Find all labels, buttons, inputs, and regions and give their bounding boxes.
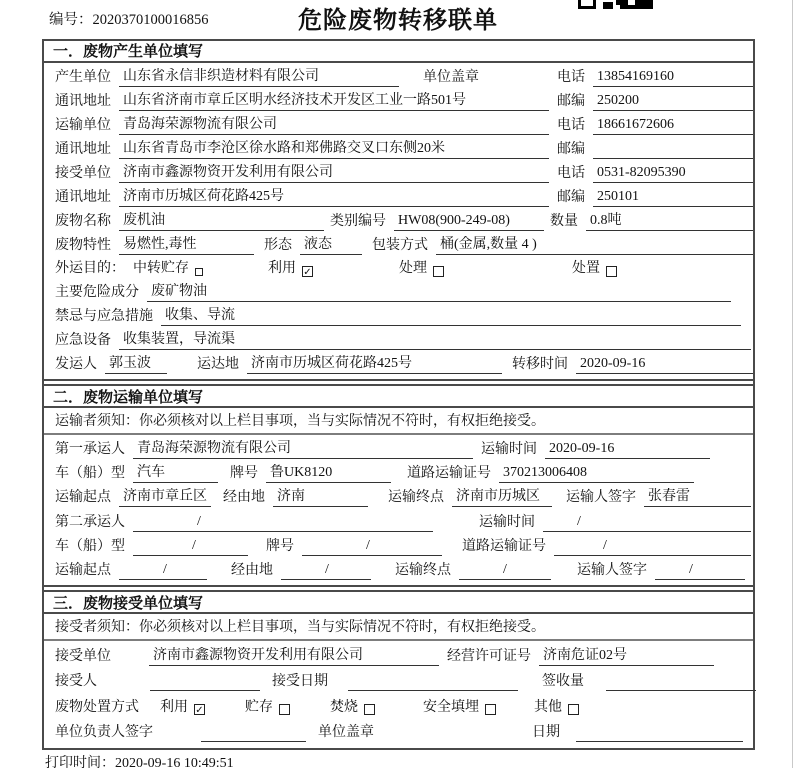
- qr-code-fragment-icon: [578, 0, 656, 10]
- purpose-option-utilize: 利用: [268, 261, 296, 277]
- producer-row: [44, 68, 753, 87]
- route-via-label: 经由地: [223, 490, 265, 506]
- route-start-value: 济南市章丘区: [119, 488, 211, 507]
- receiver-notice: 接受者须知：你必须核对以上栏目事项，当与实际情况不符时，有权拒绝接受。: [44, 614, 753, 641]
- date-label: 日期: [532, 725, 560, 741]
- road-license-label: 道路运输证号: [407, 465, 491, 481]
- accept-unit-label: 接受单位: [55, 648, 111, 664]
- route-row: [44, 488, 753, 507]
- transporter-address-row: [44, 140, 753, 159]
- transporter-label: 运输单位: [55, 117, 111, 133]
- receiver-address-label: 通讯地址: [55, 189, 111, 205]
- waste-category-value: HW08(900-249-08): [394, 212, 544, 231]
- print-time-label: 打印时间：: [45, 756, 115, 768]
- route2-start-value: /: [119, 561, 207, 580]
- sender-value: 郭玉波: [105, 355, 167, 374]
- accept-date-value: [348, 673, 518, 691]
- responsible-sign-value: [201, 724, 306, 742]
- first-carrier-label: 第一承运人: [55, 441, 125, 457]
- transporter-notice: 运输者须知：你必须核对以上栏目事项，当与实际情况不符时，有权拒绝接受。: [44, 408, 753, 435]
- section2-body: [44, 435, 753, 587]
- transport-time-label: 运输时间: [481, 441, 537, 457]
- first-carrier-row: [44, 440, 753, 459]
- producer-address-row: [44, 92, 753, 111]
- waste-traits-value: 易燃性,毒性: [119, 236, 254, 255]
- section2-title: 二．废物运输单位填写: [44, 384, 753, 408]
- checkbox-unchecked-icon: [606, 266, 617, 277]
- route2-end-value: /: [459, 561, 551, 580]
- route2-row: [44, 561, 753, 580]
- producer-zip-label: 邮编: [557, 93, 585, 109]
- receiver-value: 济南市鑫源物资开发利用有限公司: [119, 164, 549, 183]
- disposal-option-storage: 贮存: [245, 699, 273, 715]
- sender-label: 发运人: [55, 357, 97, 373]
- sender-row: [44, 355, 753, 374]
- destination-value: 济南市历城区荷花路425号: [247, 355, 502, 374]
- checkbox-unchecked-icon: [433, 266, 444, 277]
- seal-label: 单位盖章: [423, 69, 479, 85]
- disposal-option-other: 其他: [534, 699, 562, 715]
- accept-person-label: 接受人: [55, 674, 97, 690]
- route2-via-label: 经由地: [231, 563, 273, 579]
- route-end-value: 济南市历城区: [452, 488, 552, 507]
- waste-name-value: 废机油: [119, 212, 324, 231]
- checkbox-checked-icon: ✓: [303, 266, 312, 278]
- producer-address-label: 通讯地址: [55, 93, 111, 109]
- page-edge-line: [792, 0, 793, 768]
- transport-time-value: 2020-09-16: [545, 440, 710, 459]
- receiver-address-row: [44, 188, 753, 207]
- transfer-purpose-label: 外运目的：: [55, 261, 125, 277]
- carrier2-sign-label: 运输人签字: [577, 563, 647, 579]
- vehicle2-type-label: 车（船）型: [55, 538, 125, 554]
- disposal-option-landfill: 安全填埋: [423, 699, 479, 715]
- permit-label: 经营许可证号: [447, 648, 531, 664]
- accept-person-value: [150, 673, 260, 691]
- producer-address-value: 山东省济南市章丘区明水经济技术开发区工业一路501号: [119, 92, 549, 111]
- receiver-label: 接受单位: [55, 165, 111, 181]
- checkbox-unchecked-icon: [485, 704, 496, 715]
- transporter-zip-label: 邮编: [557, 141, 585, 157]
- route-via-value: 济南: [273, 488, 368, 507]
- checkbox-checked-icon: ✓: [195, 705, 204, 717]
- waste-qty-value: 0.8吨: [586, 212, 753, 231]
- disposal-option-utilize: 利用: [160, 699, 188, 715]
- second-carrier-label: 第二承运人: [55, 514, 125, 530]
- purpose-option-treat: 处理: [399, 261, 427, 277]
- route-end-label: 运输终点: [388, 490, 444, 506]
- receiver-row: [44, 164, 753, 183]
- plate-value: 鲁UK8120: [266, 464, 391, 483]
- first-carrier-value: 青岛海荣源物流有限公司: [133, 440, 473, 459]
- waste-form-label: 形态: [264, 237, 292, 253]
- transporter-phone-label: 电话: [557, 117, 585, 133]
- second-carrier-value: /: [133, 513, 433, 532]
- plate2-value: /: [302, 537, 442, 556]
- route2-end-label: 运输终点: [395, 563, 451, 579]
- page-title: 危险废物转移联单: [298, 7, 498, 34]
- print-time-value: 2020-09-16 10:49:51: [115, 756, 234, 768]
- receiver-zip-value: 250101: [593, 188, 753, 207]
- disposal-option-incinerate: 焚烧: [330, 699, 358, 715]
- producer-zip-value: 250200: [593, 92, 753, 111]
- hazard-components-value: 废矿物油: [147, 283, 731, 302]
- checkbox-unchecked-icon: [195, 268, 203, 276]
- section1-title: 一．废物产生单位填写: [44, 41, 753, 63]
- waste-traits-label: 废物特性: [55, 237, 111, 253]
- carrier2-sign-value: /: [655, 561, 745, 580]
- hazard-components-row: [44, 283, 753, 302]
- route2-start-label: 运输起点: [55, 563, 111, 579]
- section3-body: [44, 641, 753, 748]
- transport-time2-value: /: [543, 513, 751, 532]
- disposal-method-label: 废物处置方式: [55, 699, 139, 715]
- vehicle-type-label: 车（船）型: [55, 465, 125, 481]
- sign-amount-label: 签收量: [542, 674, 584, 690]
- taboo-measures-label: 禁忌与应急措施: [55, 309, 153, 325]
- section3-title: 三．废物接受单位填写: [44, 590, 753, 614]
- vehicle2-row: [44, 537, 753, 556]
- carrier-sign-label: 运输人签字: [566, 490, 636, 506]
- accept-unit-row: [44, 647, 753, 666]
- transporter-address-label: 通讯地址: [55, 141, 111, 157]
- unit-seal-label: 单位盖章: [318, 725, 374, 741]
- receiver-phone-value: 0531-82095390: [593, 164, 753, 183]
- taboo-measures-row: [44, 307, 753, 326]
- vehicle-type-value: 汽车: [133, 464, 218, 483]
- transport-time2-label: 运输时间: [479, 514, 535, 530]
- producer-label: 产生单位: [55, 69, 111, 85]
- responsible-sign-row: [44, 724, 753, 742]
- accept-date-label: 接受日期: [272, 674, 328, 690]
- transporter-value: 青岛海荣源物流有限公司: [119, 116, 549, 135]
- emergency-equipment-row: [44, 331, 753, 350]
- hazard-components-label: 主要危险成分: [55, 285, 139, 301]
- checkbox-unchecked-icon: [364, 704, 375, 715]
- waste-traits-row: [44, 236, 753, 255]
- receiver-address-value: 济南市历城区荷花路425号: [119, 188, 549, 207]
- checkbox-unchecked-icon: [279, 704, 290, 715]
- transporter-row: [44, 116, 753, 135]
- second-carrier-row: [44, 513, 753, 532]
- waste-name-label: 废物名称: [55, 213, 111, 229]
- waste-qty-label: 数量: [550, 213, 578, 229]
- manifest-table: [42, 39, 755, 750]
- permit-value: 济南危证02号: [539, 647, 714, 666]
- purpose-option-storage: 中转贮存: [133, 261, 189, 277]
- emergency-equipment-label: 应急设备: [55, 333, 111, 349]
- sign-amount-value: [606, 673, 756, 691]
- waste-name-row: [44, 212, 753, 231]
- transporter-address-value: 山东省青岛市李沧区徐水路和郑佛路交叉口东侧20米: [119, 140, 549, 159]
- responsible-sign-label: 单位负责人签字: [55, 725, 153, 741]
- packing-label: 包装方式: [372, 237, 428, 253]
- vehicle2-type-value: /: [133, 537, 248, 556]
- transporter-phone-value: 18661672606: [593, 116, 753, 135]
- doc-number-value: 2020370100016856: [92, 12, 209, 28]
- packing-value: 桶(金属,数量 4 ): [436, 236, 753, 255]
- print-time: [45, 752, 234, 768]
- road-license2-value: /: [554, 537, 751, 556]
- transfer-time-label: 转移时间: [512, 357, 568, 373]
- doc-number-label: 编号：: [49, 12, 93, 28]
- section1-body: [44, 63, 753, 381]
- plate2-label: 牌号: [266, 538, 294, 554]
- carrier-sign-value: 张春雷: [644, 488, 751, 507]
- producer-phone-label: 电话: [557, 69, 585, 85]
- transfer-purpose-row: [44, 260, 753, 278]
- producer-phone-value: 13854169160: [593, 68, 753, 87]
- disposal-method-row: [44, 699, 753, 717]
- receiver-zip-label: 邮编: [557, 189, 585, 205]
- destination-label: 运达地: [197, 357, 239, 373]
- waste-form-value: 液态: [300, 236, 362, 255]
- transfer-time-value: 2020-09-16: [576, 355, 753, 374]
- date-value: [576, 724, 743, 742]
- accept-unit-value: 济南市鑫源物资开发利用有限公司: [149, 647, 439, 666]
- checkbox-unchecked-icon: [568, 704, 579, 715]
- road-license-value: 370213006408: [499, 464, 694, 483]
- producer-value: 山东省永信非织造材料有限公司: [119, 68, 399, 87]
- waste-category-label: 类别编号: [330, 213, 386, 229]
- purpose-option-dispose: 处置: [572, 261, 600, 277]
- accept-person-row: [44, 673, 753, 691]
- road-license2-label: 道路运输证号: [462, 538, 546, 554]
- plate-label: 牌号: [230, 465, 258, 481]
- route2-via-value: /: [281, 561, 371, 580]
- receiver-phone-label: 电话: [557, 165, 585, 181]
- route-start-label: 运输起点: [55, 490, 111, 506]
- taboo-measures-value: 收集、导流: [161, 307, 741, 326]
- emergency-equipment-value: 收集装置，导流渠: [119, 331, 751, 350]
- transporter-zip-value: [593, 141, 753, 159]
- vehicle-row: [44, 464, 753, 483]
